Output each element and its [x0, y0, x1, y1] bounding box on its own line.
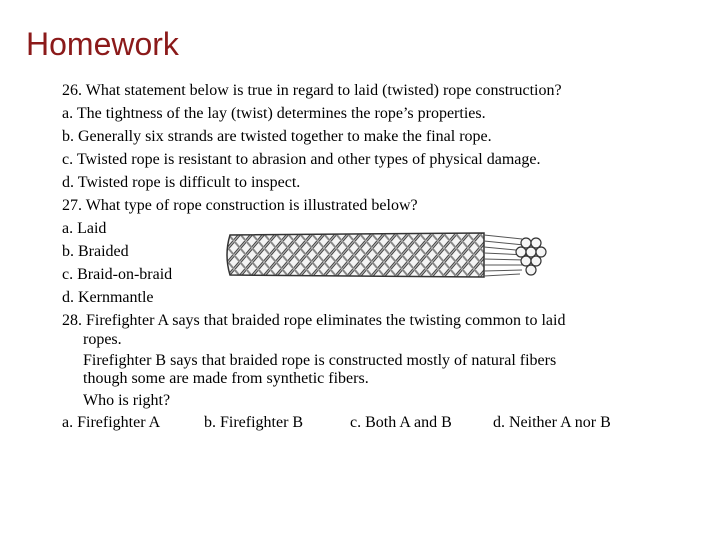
- question-27: 27. What type of rope construction is illustrated below?: [62, 197, 418, 214]
- q27-option-a: a. Laid: [62, 220, 107, 237]
- braided-rope-illustration-icon: [222, 227, 550, 283]
- question-28-continued: ropes.: [83, 331, 122, 348]
- question-26: 26. What statement below is true in regard to laid (twisted) rope construction?: [62, 82, 562, 99]
- q26-option-c: c. Twisted rope is resistant to abrasion and other types of physical damage.: [62, 151, 541, 168]
- q27-option-c: c. Braid-on-braid: [62, 266, 173, 283]
- q28-option-b: b. Firefighter B: [204, 414, 304, 431]
- question-28: 28. Firefighter A says that braided rope eliminates the twisting common to laid: [62, 312, 566, 329]
- q27-option-b: b. Braided: [62, 243, 129, 260]
- q28-option-a: a. Firefighter A: [62, 414, 161, 431]
- who-is-right: Who is right?: [83, 392, 171, 409]
- firefighter-b-statement: Firefighter B says that braided rope is constructed mostly of natural fibers: [83, 352, 557, 369]
- q26-option-d: d. Twisted rope is difficult to inspect.: [62, 174, 301, 191]
- q28-option-c: c. Both A and B: [350, 414, 452, 431]
- slide-title: Homework: [26, 26, 179, 62]
- firefighter-b-statement-continued: though some are made from synthetic fibers.: [83, 370, 369, 387]
- q28-option-d: d. Neither A nor B: [493, 414, 611, 431]
- q26-option-b: b. Generally six strands are twisted together to make the final rope.: [62, 128, 492, 145]
- q26-option-a: a. The tightness of the lay (twist) determines the rope’s properties.: [62, 105, 486, 122]
- q28-options: [62, 411, 662, 434]
- q27-option-d: d. Kernmantle: [62, 289, 154, 306]
